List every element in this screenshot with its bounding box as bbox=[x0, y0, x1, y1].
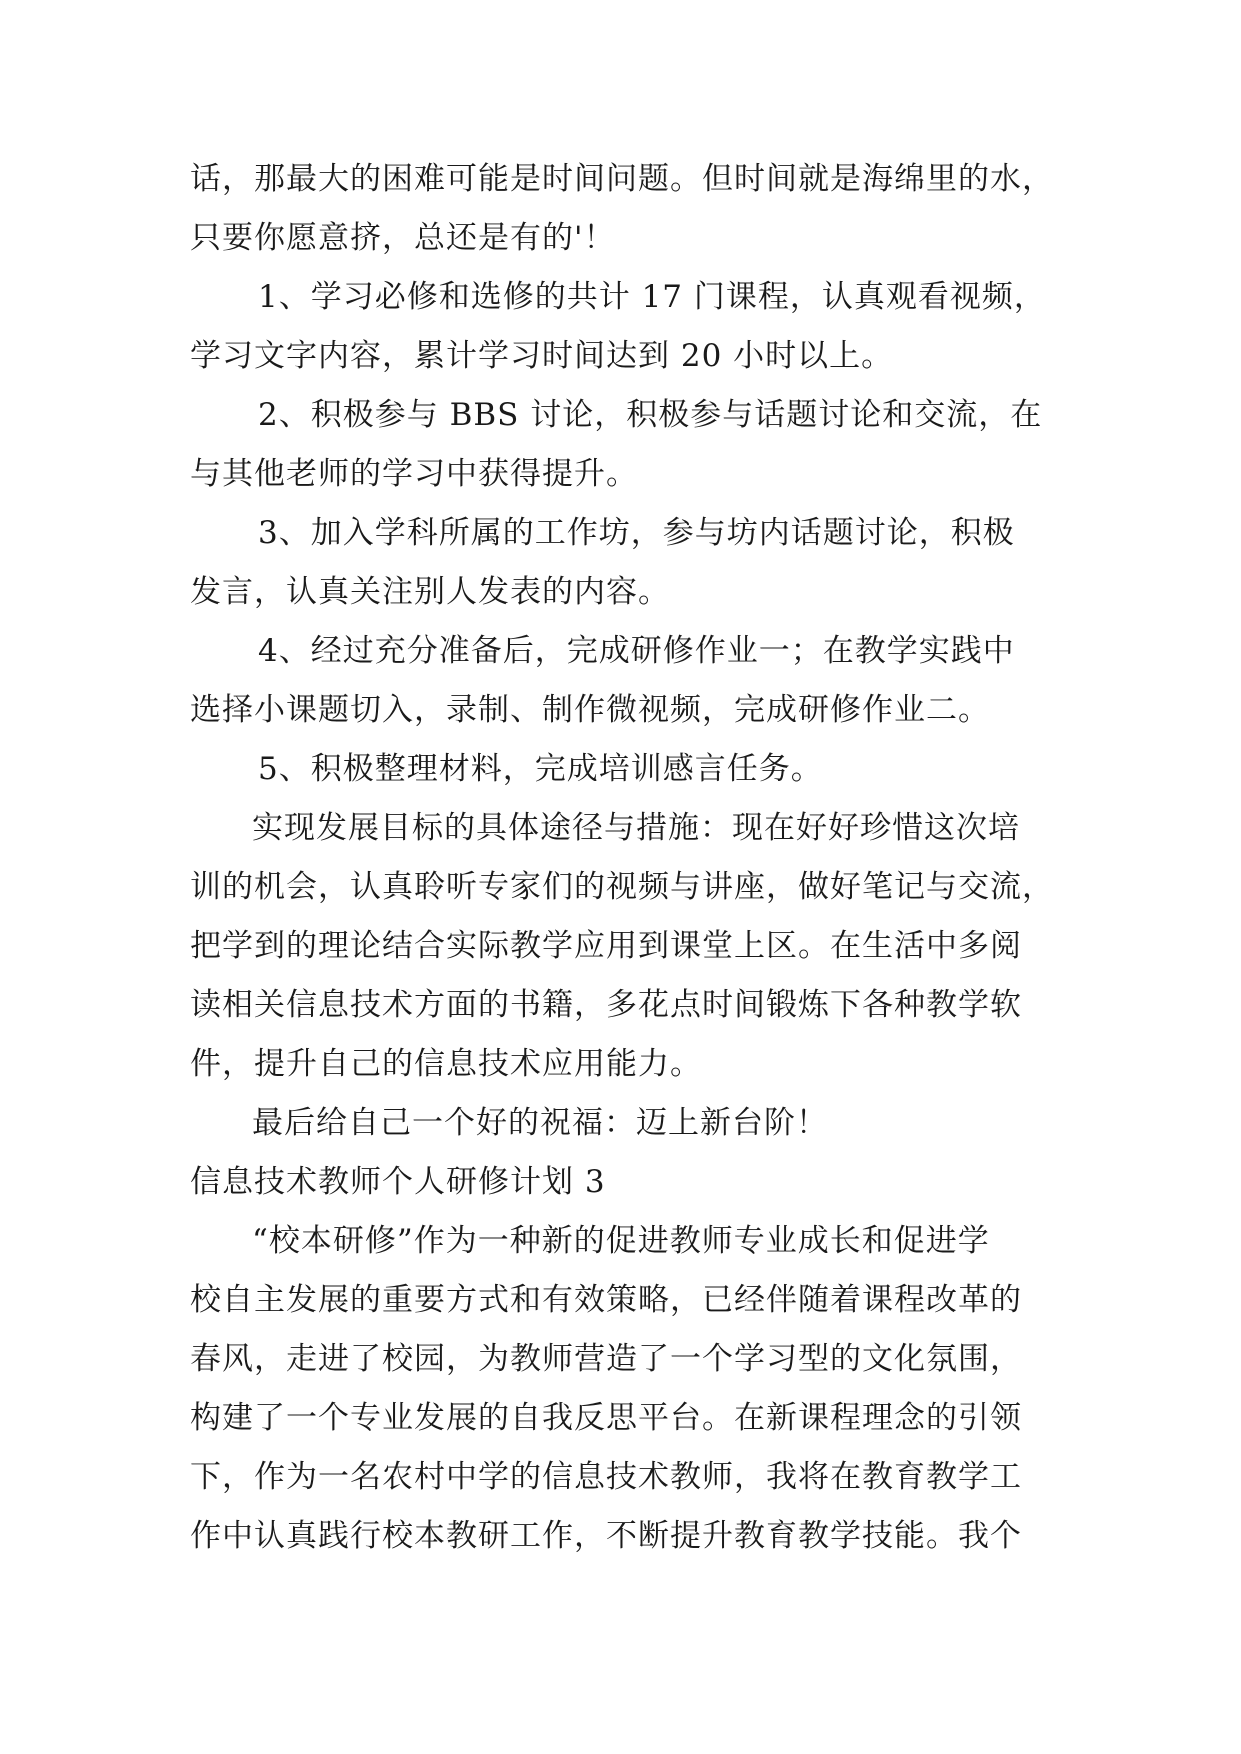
paragraph-intro-line: “校本研修”作为一种新的促进教师专业成长和促进学 bbox=[252, 1223, 990, 1259]
paragraph-intro-line: 校自主发展的重要方式和有效策略，已经伴随着课程改革的 bbox=[190, 1282, 1022, 1318]
list-item-3-continuation: 发言，认真关注别人发表的内容。 bbox=[190, 574, 670, 610]
list-item-1-line: 1、学习必修和选修的共计 17 门课程，认真观看视频， bbox=[258, 279, 1046, 315]
list-item-1-continuation: 学习文字内容，累计学习时间达到 20 小时以上。 bbox=[190, 338, 894, 374]
paragraph-measures-line: 件，提升自己的信息技术应用能力。 bbox=[190, 1046, 702, 1082]
document-page bbox=[190, 150, 1054, 1566]
paragraph-measures-line: 把学到的理论结合实际教学应用到课堂上区。在生活中多阅 bbox=[190, 928, 1022, 964]
paragraph-intro-line: 作中认真践行校本教研工作，不断提升教育教学技能。我个 bbox=[190, 1518, 1022, 1554]
paragraph-intro-line: 春风，走进了校园，为教师营造了一个学习型的文化氛围， bbox=[190, 1341, 1022, 1377]
list-item-5-line: 5、积极整理材料，完成培训感言任务。 bbox=[258, 751, 823, 787]
body-text-line: 话，那最大的困难可能是时间问题。但时间就是海绵里的水， bbox=[190, 161, 1054, 197]
list-item-4-continuation: 选择小课题切入，录制、制作微视频，完成研修作业二。 bbox=[190, 692, 990, 728]
paragraph-measures-line: 训的机会，认真聆听专家们的视频与讲座，做好笔记与交流， bbox=[190, 869, 1054, 905]
list-item-4-line: 4、经过充分准备后，完成研修作业一；在教学实践中 bbox=[258, 633, 1015, 669]
paragraph-intro-line: 构建了一个专业发展的自我反思平台。在新课程理念的引领 bbox=[190, 1400, 1022, 1436]
list-item-2-line: 2、积极参与 BBS 讨论，积极参与话题讨论和交流，在 bbox=[258, 397, 1043, 433]
list-item-2-continuation: 与其他老师的学习中获得提升。 bbox=[190, 456, 638, 492]
paragraph-measures-line: 读相关信息技术方面的书籍，多花点时间锻炼下各种教学软 bbox=[190, 987, 1022, 1023]
list-item-3-line: 3、加入学科所属的工作坊，参与坊内话题讨论，积极 bbox=[258, 515, 1015, 551]
paragraph-intro-line: 下，作为一名农村中学的信息技术教师，我将在教育教学工 bbox=[190, 1459, 1022, 1495]
section-heading: 信息技术教师个人研修计划 3 bbox=[190, 1164, 606, 1200]
closing-wish-line: 最后给自己一个好的祝福：迈上新台阶！ bbox=[252, 1105, 828, 1141]
body-text-line: 只要你愿意挤，总还是有的'！ bbox=[190, 220, 616, 256]
paragraph-measures-line: 实现发展目标的具体途径与措施：现在好好珍惜这次培 bbox=[252, 810, 1020, 846]
